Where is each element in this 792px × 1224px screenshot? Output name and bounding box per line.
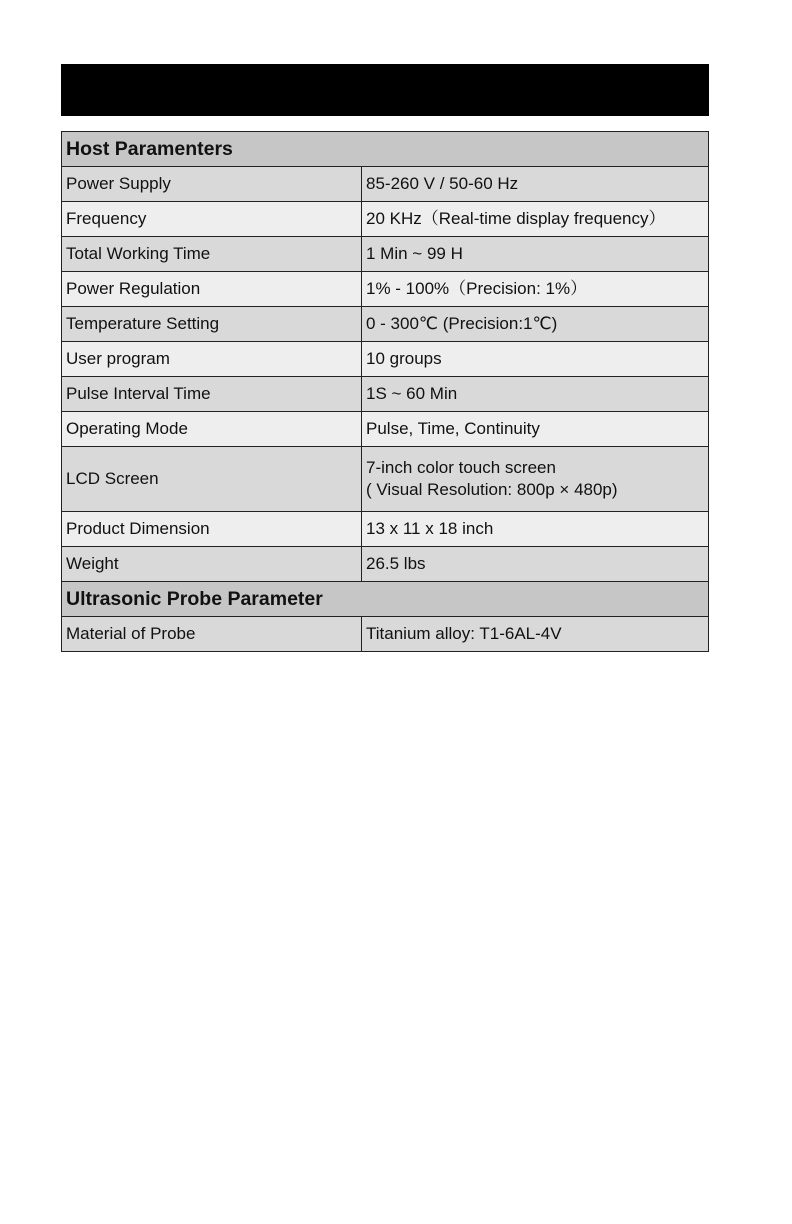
row-label: Weight	[62, 547, 362, 582]
row-value: 1S ~ 60 Min	[362, 377, 709, 412]
row-label: Temperature Setting	[62, 307, 362, 342]
row-label: User program	[62, 342, 362, 377]
table-row	[62, 202, 709, 237]
section-title: Ultrasonic Probe Parameter	[62, 582, 709, 617]
row-label: Frequency	[62, 202, 362, 237]
title-bar	[61, 64, 709, 116]
table-row	[62, 547, 709, 582]
row-value: 1 Min ~ 99 H	[362, 237, 709, 272]
table-row	[62, 167, 709, 202]
table-row	[62, 447, 709, 512]
section-header-host	[62, 132, 709, 167]
table-row	[62, 272, 709, 307]
table-row	[62, 412, 709, 447]
row-value-line: 7-inch color touch screen	[366, 458, 556, 477]
table-row	[62, 342, 709, 377]
row-value: Pulse, Time, Continuity	[362, 412, 709, 447]
row-label: Pulse Interval Time	[62, 377, 362, 412]
row-label: LCD Screen	[62, 447, 362, 512]
row-value: 85-260 V / 50-60 Hz	[362, 167, 709, 202]
row-label: Product Dimension	[62, 512, 362, 547]
row-label: Power Supply	[62, 167, 362, 202]
table-row	[62, 377, 709, 412]
row-label: Total Working Time	[62, 237, 362, 272]
row-value: 13 x 11 x 18 inch	[362, 512, 709, 547]
row-value: 26.5 lbs	[362, 547, 709, 582]
table-row	[62, 237, 709, 272]
table-row	[62, 617, 709, 652]
row-value: 10 groups	[362, 342, 709, 377]
spec-table	[61, 131, 709, 652]
row-value: 1% - 100%（Precision: 1%）	[362, 272, 709, 307]
section-header-probe	[62, 582, 709, 617]
table-row	[62, 307, 709, 342]
row-label: Operating Mode	[62, 412, 362, 447]
row-value: Titanium alloy: T1-6AL-4V	[362, 617, 709, 652]
row-value-line: ( Visual Resolution: 800p × 480p)	[366, 480, 618, 499]
section-title: Host Paramenters	[62, 132, 709, 167]
row-label: Material of Probe	[62, 617, 362, 652]
table-row	[62, 512, 709, 547]
row-value	[362, 447, 709, 512]
row-label: Power Regulation	[62, 272, 362, 307]
row-value: 20 KHz（Real-time display frequency）	[362, 202, 709, 237]
row-value: 0 - 300℃ (Precision:1℃)	[362, 307, 709, 342]
